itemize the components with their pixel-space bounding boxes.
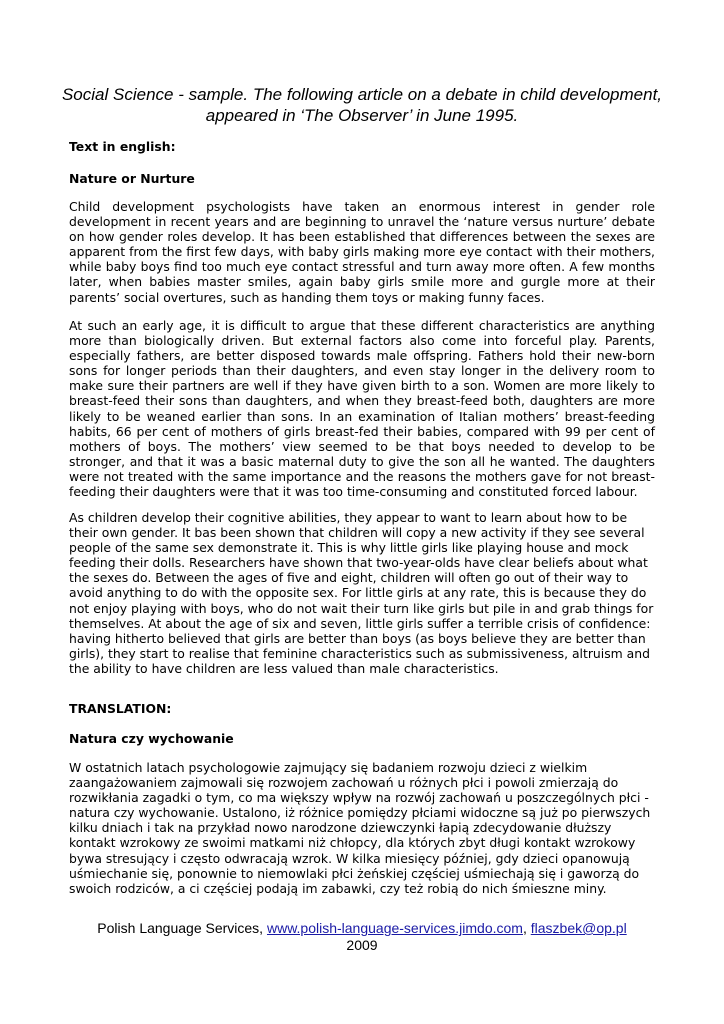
- footer-year: 2009: [346, 937, 378, 953]
- translation-label: TRANSLATION:: [69, 701, 172, 716]
- footer-line: [40, 920, 684, 937]
- english-label: Text in english:: [69, 139, 176, 154]
- english-paragraph-3: As children develop their cognitive abilities, they appear to want to learn about how to be their own gender. It bas been shown that children will copy a new activity if they see several people of the same sex demonstrate it. This is why little girls like playing house and mock feeding their dolls. Researchers have shown that two-year-olds have clear beliefs about what the sexes do. Between the ages of five and eight, children will often go out of their way to avoid anything to do with the opposite sex. For little girls at any rate, this is because they do not enjoy playing with boys, who do not wait their turn like girls but pile in and grab things for themselves. At about the age of six and seven, little girls suffer a terrible crisis of confidence: having hitherto believed that girls are better than boys (as boys believe they are better than girls), they start to realise that feminine characteristics such as submissiveness, altruism and the ability to have children are less valued than male characteristics.: [69, 510, 654, 676]
- footer-prefix: Polish Language Services,: [97, 920, 267, 936]
- email-link[interactable]: flaszbek@op.pl: [530, 920, 627, 936]
- footer: [40, 920, 684, 954]
- polish-paragraph: W ostatnich latach psychologowie zajmujący się badaniem rozwoju dzieci z wielkim zaangażowaniem zajmowali się rozwojem zachowań u różnych płci i powoli zmierzają do rozwikłania zagadki o tym, co ma większy wpływ na rozwój zachowań u poszczególnych płci - natura czy wychowanie. Ustalono, iż różnice pomiędzy płciami widoczne są już po pierwszych kilku dniach i tak na przykład nowo narodzone dziewczynki łapią zdecydowanie dłuższy kontakt wzrokowy ze swoimi matkami niż chłopcy, dla których zbyt długi kontakt wzrokowy bywa stresujący i często odwracają wzrok. W kilka miesięcy później, gdy dzieci opanowują uśmiechanie się, ponownie to niemowlaki płci żeńskiej częściej uśmiechają się i gaworzą do swoich rodziców, a ci częściej podają im zabawki, czy też robią do nich śmieszne miny.: [69, 760, 651, 896]
- footer-separator: ,: [522, 920, 531, 936]
- english-heading: Nature or Nurture: [69, 171, 195, 186]
- document-title: Social Science - sample. The following article on a debate in child development, appeared in ‘The Observer’ in June 1995.: [61, 85, 663, 125]
- website-link[interactable]: www.polish-language-services.jimdo.com: [266, 920, 523, 936]
- english-paragraph-2: At such an early age, it is difficult to argue that these different characteristics are anything more than biologically driven. But external factors also come into forceful play. Parents, especially fathers, are better disposed towards male offspring. Fathers hold their new-born sons for longer periods than their daughters, and even stay longer in the delivery room to make sure their partners are well if they have given birth to a son. Women are more likely to breast-feed their sons than daughters, and when they breast-feed both, daughters are more likely to be weaned earlier than sons. In an examination of Italian mothers’ breast-feeding habits, 66 per cent of mothers of girls breast-fed their babies, compared with 99 per cent of mothers of boys. The mothers’ view seemed to be that boys needed to develop to be stronger, and that it was a basic maternal duty to give the son all he wanted. The daughters were not treated with the same importance and the reasons the mothers gave for not breast-feeding their daughters were that it was too time-consuming and constituted forced labour.: [69, 318, 655, 500]
- english-paragraph-1: Child development psychologists have taken an enormous interest in gender role development in recent years and are beginning to unravel the ‘nature versus nurture’ debate on how gender roles develop. It has been established that differences between the sexes are apparent from the first few days, with baby girls making more eye contact with their mothers, while baby boys find too much eye contact stressful and turn away more often. A few months later, when babies master smiles, again baby girls smile more and gurgle more at their parents’ social overtures, such as handing them toys or making funny faces.: [69, 199, 655, 305]
- polish-heading: Natura czy wychowanie: [69, 731, 234, 746]
